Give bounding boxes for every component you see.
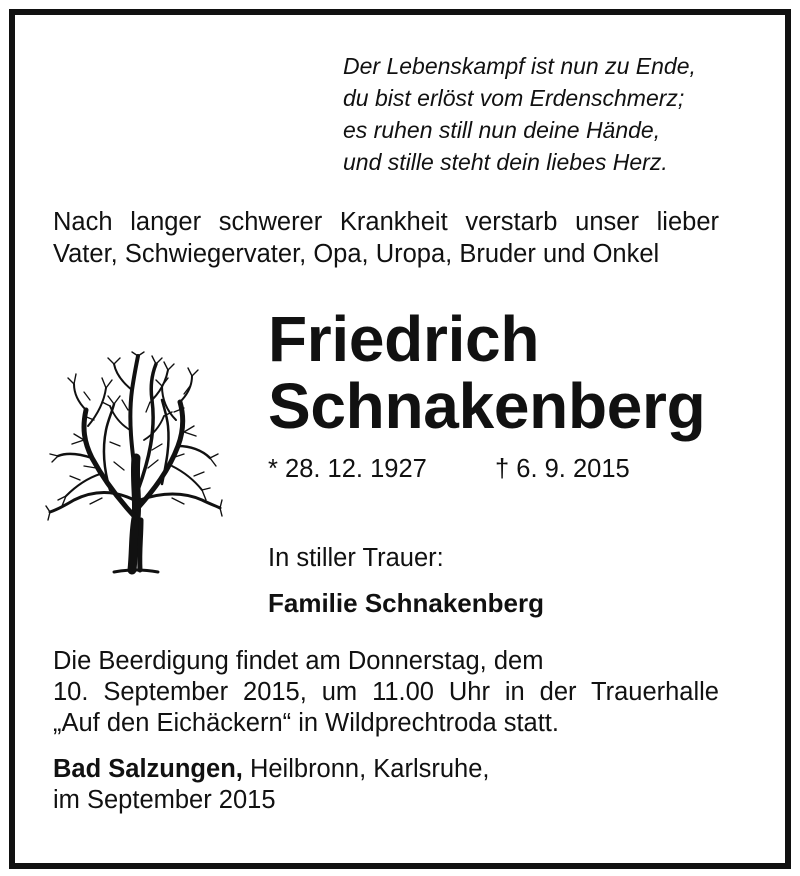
intro-text	[53, 206, 719, 270]
place-and-date	[53, 754, 490, 816]
funeral-line: 10. September 2015, um 11.00 Uhr in der Trauerhalle	[53, 678, 719, 706]
birth-date: * 28. 12. 1927	[268, 455, 427, 483]
place-primary: Bad Salzungen,	[53, 755, 243, 783]
verse-line: es ruhen still nun deine Hände,	[343, 117, 661, 143]
bare-tree-icon	[44, 350, 224, 578]
notice-date: im September 2015	[53, 786, 276, 814]
funeral-text	[53, 646, 719, 739]
mourning-label: In stiller Trauer:	[268, 544, 444, 572]
intro-line: Vater, Schwiegervater, Opa, Uropa, Bruder und Onkel	[53, 240, 660, 268]
funeral-line: Die Beerdigung findet am Donnerstag, dem	[53, 647, 544, 675]
verse-line: du bist erlöst vom Erdenschmerz;	[343, 85, 685, 111]
verse-line: und stille steht dein liebes Herz.	[343, 149, 668, 175]
deceased-first-name: Friedrich	[268, 303, 540, 375]
place-line	[53, 754, 490, 785]
intro-line: Nach langer schwerer Krankheit verstarb unser lieber	[53, 208, 719, 236]
mourning-family: Familie Schnakenberg	[268, 588, 544, 618]
death-date: † 6. 9. 2015	[495, 455, 630, 483]
funeral-line: „Auf den Eichäckern“ in Wildprechtroda statt.	[53, 709, 559, 737]
deceased-last-name: Schnakenberg	[268, 370, 706, 442]
place-others: Heilbronn, Karlsruhe,	[249, 755, 490, 783]
verse	[343, 50, 696, 178]
verse-line: Der Lebenskampf ist nun zu Ende,	[343, 53, 696, 79]
